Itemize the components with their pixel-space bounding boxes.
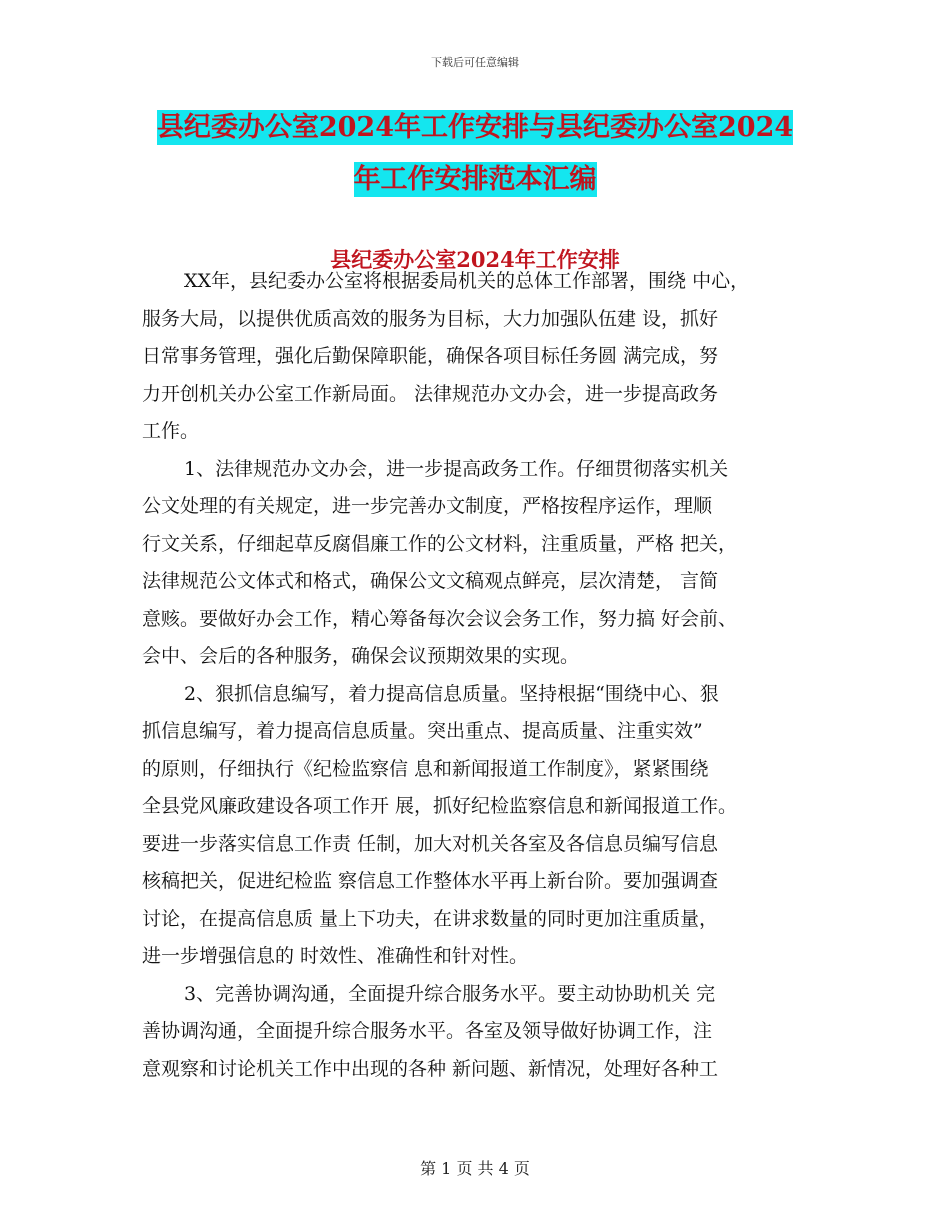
text-line: 工作。 bbox=[142, 420, 200, 442]
text-line: 行文关系，仔细起草反腐倡廉工作的公文材料，注重质量，严格 把关， bbox=[142, 532, 738, 555]
text-line: 会中、会后的各种服务，确保会议预期效果的实现。 bbox=[142, 645, 580, 667]
text-line: 3、完善协调沟通，全面提升综合服务水平。要主动协助机关 完 bbox=[184, 982, 716, 1005]
paragraph-3 bbox=[142, 976, 832, 1089]
text-line: 进一步增强信息的 时效性、准确性和针对性。 bbox=[142, 945, 529, 967]
document-title-line-2: 年工作安排范本汇编 bbox=[353, 164, 597, 195]
text-line: 法律规范公文体式和格式，确保公文文稿观点鲜亮，层次清楚， 言简 bbox=[142, 570, 719, 592]
text-line: 意观察和讨论机关工作中出现的各种 新问题、新情况，处理好各种工 bbox=[142, 1057, 719, 1080]
text-line: 意赅。要做好办会工作，精心筹备每次会议会务工作，努力搞 好会前、 bbox=[142, 607, 738, 630]
text-line: 公文处理的有关规定，进一步完善办文制度，严格按程序运作，理顺 bbox=[142, 495, 713, 517]
text-line: 全县党风廉政建设各项工作开 展，抓好纪检监察信息和新闻报道工作。 bbox=[142, 795, 738, 817]
text-line: 2、狠抓信息编写，着力提高信息质量。坚持根据“围绕中心、狠 bbox=[184, 682, 719, 705]
text-line: 服务大局，以提供优质高效的服务为目标，大力加强队伍建 设，抓好 bbox=[142, 307, 719, 330]
document-body bbox=[142, 263, 832, 1088]
header-note: 下载后可任意编辑 bbox=[431, 56, 519, 69]
paragraph-2 bbox=[142, 676, 832, 976]
text-line: XX年，县纪委办公室将根据委局机关的总体工作部署，围绕 中心， bbox=[184, 270, 750, 292]
text-line: 力开创机关办公室工作新局面。 法律规范办文办会，进一步提高政务 bbox=[142, 382, 719, 405]
text-line: 日常事务管理，强化后勤保障职能，确保各项目标任务圆 满完成，努 bbox=[142, 345, 719, 367]
page-number: 第 1 页 共 4 页 bbox=[420, 1159, 530, 1178]
text-line: 抓信息编写，着力提高信息质量。突出重点、提高质量、注重实效” bbox=[142, 720, 703, 742]
document-title-line-1: 县纪委办公室2024年工作安排与县纪委办公室2024 bbox=[156, 112, 794, 143]
text-line: 要进一步落实信息工作责 任制，加大对机关各室及各信息员编写信息 bbox=[142, 832, 719, 855]
text-line: 讨论，在提高信息质 量上下功夫，在讲求数量的同时更加注重质量， bbox=[142, 907, 719, 930]
text-line: 核稿把关，促进纪检监 察信息工作整体水平再上新台阶。要加强调查 bbox=[142, 870, 719, 892]
text-line: 善协调沟通，全面提升综合服务水平。各室及领导做好协调工作，注 bbox=[142, 1020, 713, 1042]
paragraph-1 bbox=[142, 451, 832, 676]
paragraph-intro bbox=[142, 263, 832, 451]
document-title bbox=[150, 102, 800, 206]
section-title: 县纪委办公室2024年工作安排 bbox=[330, 247, 620, 272]
text-line: 1、法律规范办文办会，进一步提高政务工作。仔细贯彻落实机关 bbox=[184, 457, 729, 480]
text-line: 的原则，仔细执行《纪检监察信 息和新闻报道工作制度》，紧紧围绕 bbox=[142, 757, 709, 780]
